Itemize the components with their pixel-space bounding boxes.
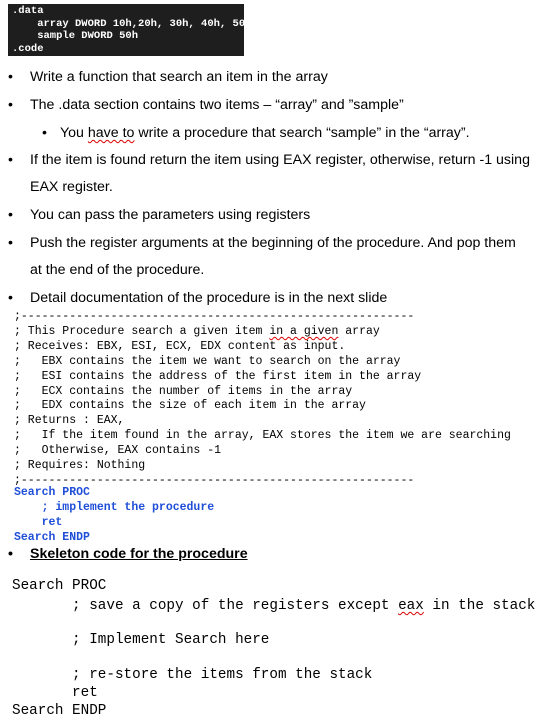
bullet-dot: • — [8, 207, 13, 223]
bullet-text: You can pass the parameters using registers — [30, 207, 311, 223]
code-line: array DWORD 10h,20h, 30h, 40h, 50h — [12, 17, 252, 30]
bullet-item — [8, 290, 387, 306]
bullet-item — [8, 546, 248, 562]
code-line: .data — [12, 5, 44, 17]
comment-line: ; ECX contains the number of items in the array — [14, 384, 353, 398]
procedure-documentation — [14, 310, 549, 489]
bullet-dot: • — [8, 152, 13, 168]
bullet-text: Push the register arguments at the beginning of the procedure. And pop them — [30, 235, 516, 251]
bullet-text: write a procedure that search “sample” in the “array”. — [134, 125, 470, 141]
comment-line: ; This Procedure search a given item in a given array — [14, 324, 380, 338]
bullet-dot: • — [42, 125, 47, 141]
code-line: sample DWORD 50h — [12, 30, 139, 42]
comment-line: ;--------------------------------------------------------- — [14, 473, 415, 487]
code-line: ret — [14, 515, 63, 529]
bullet-item — [8, 235, 516, 251]
code-line — [12, 598, 535, 614]
code-text: in the stack — [423, 598, 536, 614]
code-line: ; implement the procedure — [14, 500, 215, 514]
code-text: eax — [398, 598, 424, 614]
code-line: Search PROC — [12, 578, 107, 594]
code-line: Search PROC — [14, 486, 90, 499]
bullet-item — [8, 69, 328, 85]
bullet-item — [8, 207, 310, 223]
squiggle-text: in a given — [269, 324, 339, 338]
code-line: Search ENDP — [12, 703, 107, 719]
bullet-item — [8, 97, 404, 113]
comment-line: ; If the item found in the array, EAX stores the item we are searching — [14, 429, 511, 443]
bullet-text: have to — [87, 125, 135, 141]
data-code-block — [8, 4, 252, 56]
comment-line: ; EBX contains the item we want to search on the array — [14, 354, 401, 368]
code-line: ret — [12, 685, 98, 701]
comment-line: ; EDX contains the size of each item in the array — [14, 399, 366, 413]
bullet-text: The .data section contains two items – “array” and ”sample” — [30, 97, 404, 113]
bullet-text: Detail documentation of the procedure is in the next slide — [30, 290, 388, 306]
bullet-dot: • — [8, 235, 13, 251]
bullet-dot: • — [8, 290, 13, 306]
bullet-dot: • — [8, 97, 13, 113]
bullet-continuation: EAX register. — [30, 179, 113, 195]
code-line: .code — [12, 42, 44, 55]
bullet-text: You — [60, 125, 88, 141]
bullet-item — [8, 152, 530, 168]
code-text: ; save a copy of the registers except — [12, 598, 399, 614]
code-line: ; re-store the items from the stack — [12, 667, 373, 683]
comment-line: ; Returns : EAX, — [14, 414, 125, 428]
bullet-dot: • — [8, 546, 13, 562]
bullet-dot: • — [8, 69, 13, 85]
skeleton-heading: Skeleton code for the procedure — [30, 546, 248, 562]
procedure-stub — [14, 486, 214, 546]
code-line: Search ENDP — [14, 530, 90, 544]
comment-line: ; Otherwise, EAX contains -1 — [14, 444, 222, 458]
sub-bullet-item — [42, 125, 470, 141]
comment-line: ; ESI contains the address of the first item in the array — [14, 369, 422, 383]
comment-line: ; Requires: Nothing — [14, 459, 146, 473]
bullet-text: Write a function that search an item in the array — [30, 69, 328, 85]
comment-line: ; Receives: EBX, ESI, ECX, EDX content as input. — [14, 339, 346, 353]
code-line: ; Implement Search here — [12, 632, 270, 648]
bullet-continuation: at the end of the procedure. — [30, 262, 205, 278]
bullet-text: If the item is found return the item using EAX register, otherwise, return -1 using — [30, 152, 530, 168]
comment-line: ;--------------------------------------------------------- — [14, 310, 415, 323]
